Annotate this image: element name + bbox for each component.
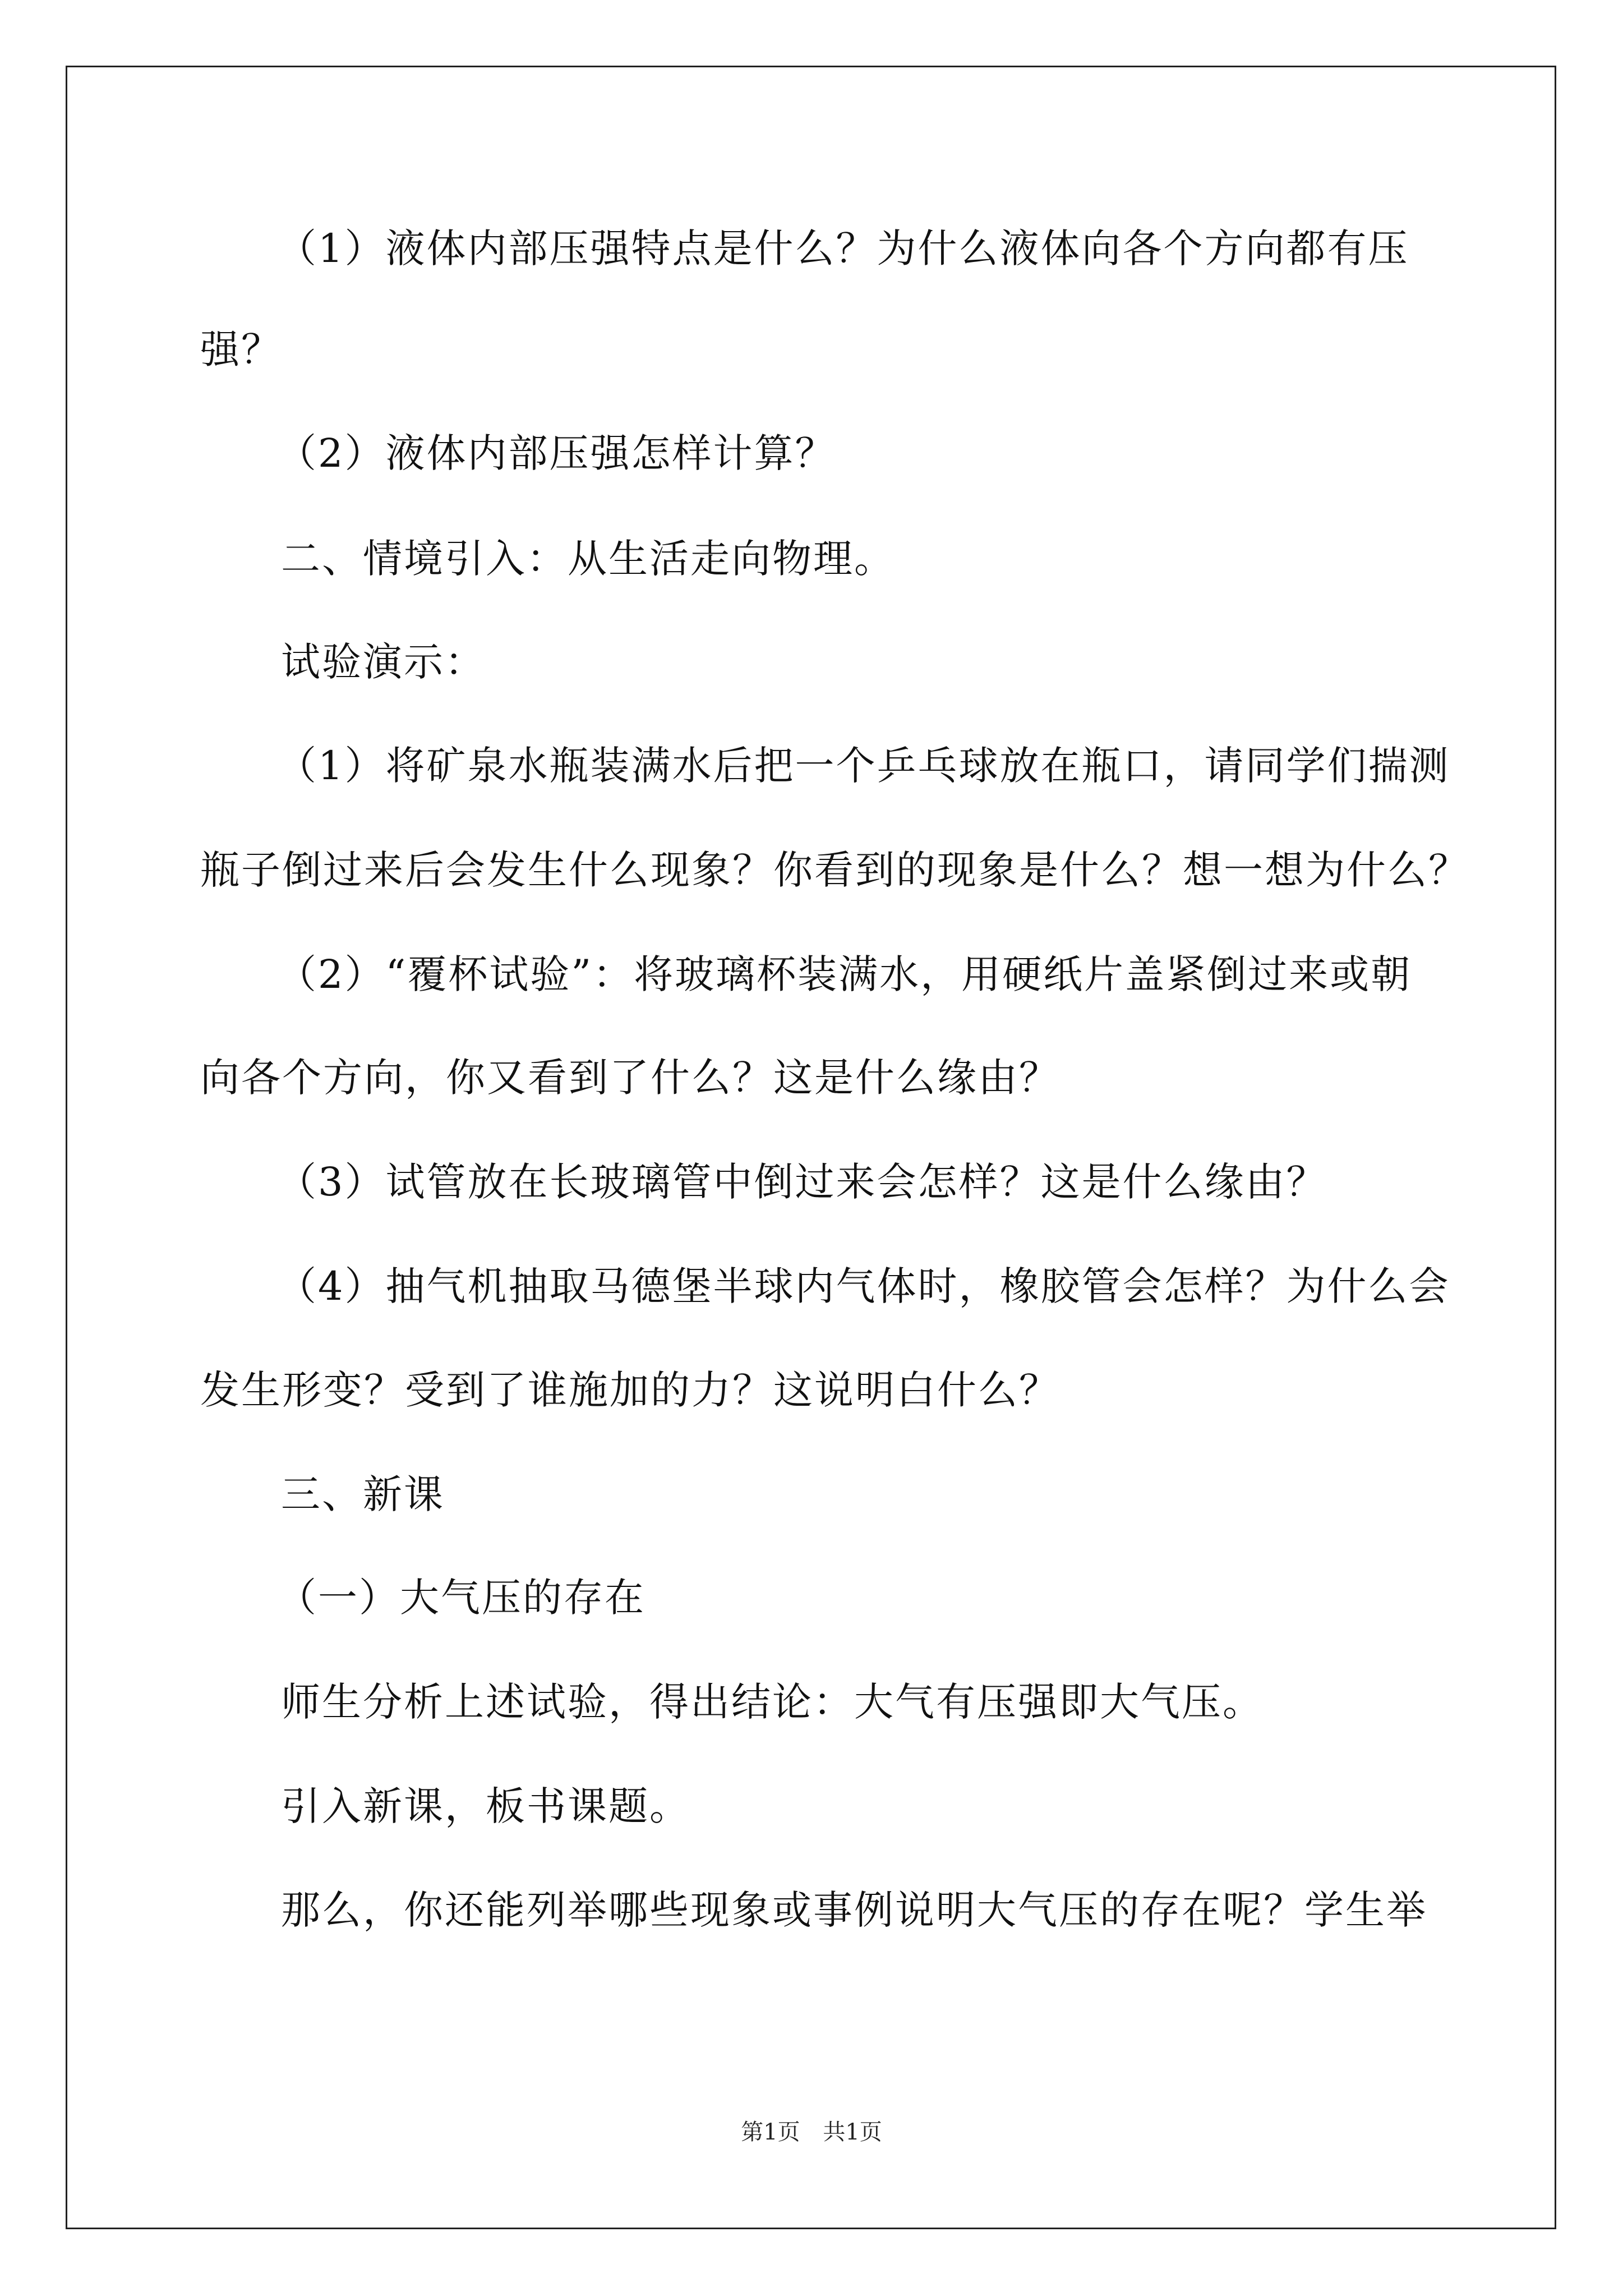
page-total: 共1页 [823, 2119, 882, 2145]
text-line: 瓶子倒过来后会发生什么现象？你看到的现象是什么？想一想为什么？ [200, 847, 1469, 893]
text-line: 试验演示： [281, 639, 486, 685]
text-line: （1）液体内部压强特点是什么？为什么液体向各个方向都有压 [277, 226, 1409, 272]
text-line: （2）液体内部压强怎样计算？ [277, 430, 836, 476]
text-line: 向各个方向，你又看到了什么？这是什么缘由？ [200, 1055, 1060, 1101]
section-heading: 三、新课 [281, 1471, 445, 1517]
section-heading: 二、情境引入：从生活走向物理。 [281, 536, 895, 582]
text-line: 强？ [200, 326, 282, 372]
text-line: （1）将矿泉水瓶装满水后把一个乒乓球放在瓶口，请同学们揣测 [277, 743, 1450, 789]
text-line: （2）“覆杯试验”：将玻璃杯装满水，用硬纸片盖紧倒过来或朝 [277, 951, 1412, 997]
text-line: （4）抽气机抽取马德堡半球内气体时，橡胶管会怎样？为什么会 [277, 1263, 1450, 1309]
subsection-heading: （一）大气压的存在 [277, 1575, 645, 1621]
text-line: （3）试管放在长玻璃管中倒过来会怎样？这是什么缘由？ [277, 1159, 1327, 1205]
text-line: 那么，你还能列举哪些现象或事例说明大气压的存在呢？学生举 [281, 1887, 1427, 1933]
page-footer [0, 2118, 1623, 2146]
text-line: 引入新课，板书课题。 [281, 1783, 690, 1829]
page-number: 第1页 [741, 2119, 800, 2145]
text-line: 师生分析上述试验，得出结论：大气有压强即大气压。 [281, 1679, 1264, 1725]
text-line: 发生形变？受到了谁施加的力？这说明白什么？ [200, 1367, 1060, 1413]
